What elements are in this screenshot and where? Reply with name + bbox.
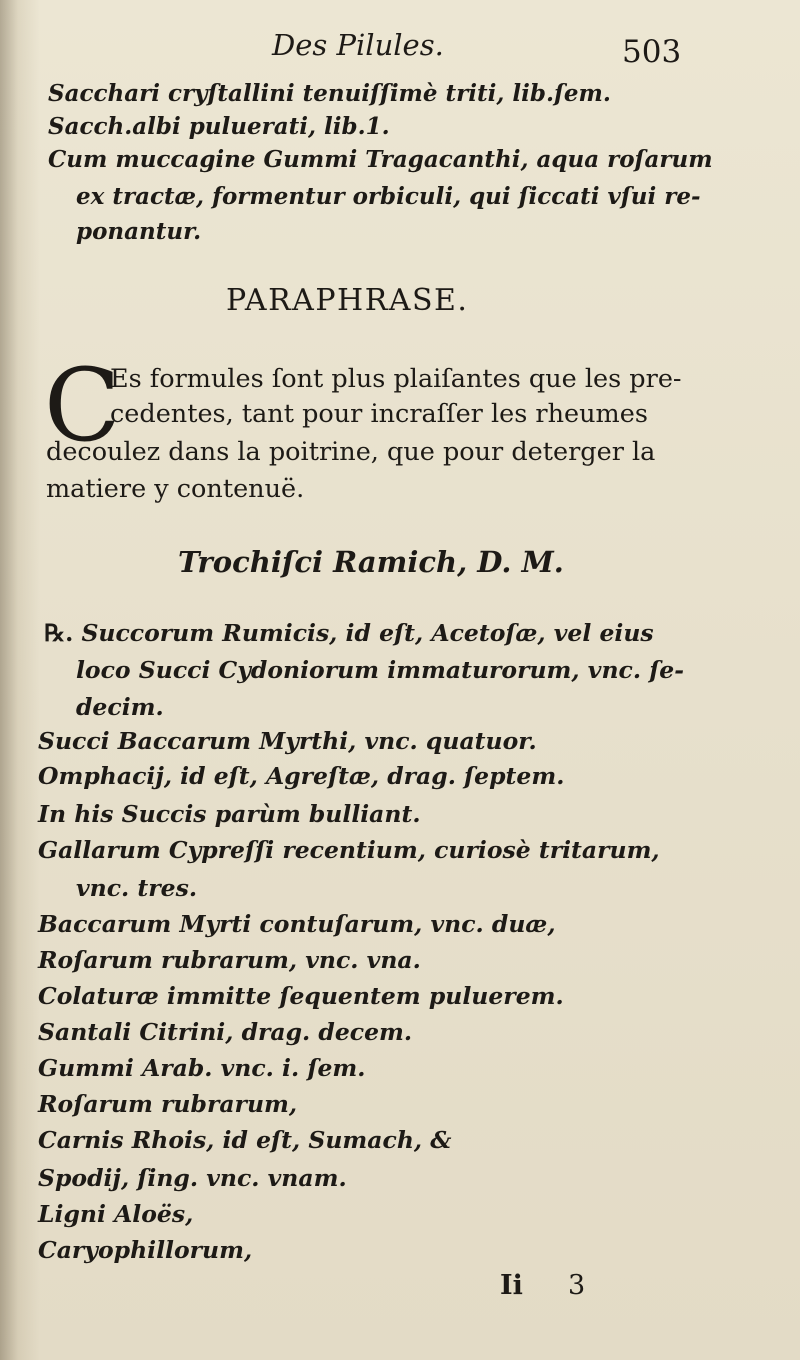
recipe-symbol: ℞. — [44, 619, 74, 647]
recipe-line: In his Succis parùm bulliant. — [38, 800, 421, 828]
recipe-line: Omphacij, id eſt, Agreſtæ, drag. ſeptem. — [38, 762, 565, 790]
recipe-line: Gummi Arab. vnc. i. ſem. — [38, 1054, 366, 1082]
recipe-line: Spodij, ſing. vnc. vnam. — [38, 1164, 347, 1192]
recipe-line: Colaturæ immitte ſequentem puluerem. — [38, 982, 564, 1010]
formula-line: ex tractæ, formentur orbiculi, qui ſiccati vſui re- — [76, 183, 701, 210]
recipe-line: Succi Baccarum Myrthi, vnc. quatuor. — [38, 727, 537, 755]
recipe-line: decim. — [76, 693, 164, 721]
recipe-line-text: Succorum Rumicis, id eſt, Acetoſæ, vel eius — [81, 619, 654, 647]
paragraph-line: decoulez dans la poitrine, que pour deterger la — [46, 437, 656, 467]
recipe-line — [44, 619, 654, 647]
recipe-line: vnc. tres. — [76, 874, 198, 902]
recipe-line: Ligni Aloës, — [38, 1200, 194, 1228]
recipe-line: Roſarum rubrarum, — [38, 1090, 298, 1118]
section-heading: PARAPHRASE. — [226, 283, 469, 318]
formula-line: Sacch.albi puluerati, lib.1. — [48, 113, 390, 140]
recipe-line: Baccarum Myrti contuſarum, vnc. duæ, — [38, 910, 556, 938]
page-number: 503 — [622, 34, 682, 70]
formula-line: Sacchari cryſtallini tenuiſſimè triti, lib.ſem. — [48, 80, 611, 107]
formula-line: ponantur. — [76, 218, 202, 245]
recipe-line: Carnis Rhois, id eſt, Sumach, & — [38, 1126, 452, 1154]
signature-number: 3 — [568, 1270, 586, 1301]
paragraph-line: cedentes, tant pour incraſſer les rheumes — [110, 399, 648, 429]
recipe-title: Trochiſci Ramich, D. M. — [178, 545, 564, 579]
paragraph-line: matiere y contenuë. — [46, 474, 305, 504]
recipe-line: Gallarum Cypreſſi recentium, curiosè tritarum, — [38, 836, 660, 864]
drop-cap: C — [44, 347, 121, 464]
running-title: Des Pilules. — [272, 28, 444, 62]
recipe-line: Santali Citrini, drag. decem. — [38, 1018, 413, 1046]
paragraph-line: Es formules ſont plus plaiſantes que les pre- — [110, 364, 682, 394]
signature-mark: Ii — [500, 1270, 523, 1301]
recipe-line: loco Succi Cydoniorum immaturorum, vnc. ſe- — [76, 656, 685, 684]
recipe-line: Roſarum rubrarum, vnc. vna. — [38, 946, 421, 974]
formula-line: Cum muccagine Gummi Tragacanthi, aqua roſarum — [48, 146, 713, 173]
recipe-line: Caryophillorum, — [38, 1236, 253, 1264]
